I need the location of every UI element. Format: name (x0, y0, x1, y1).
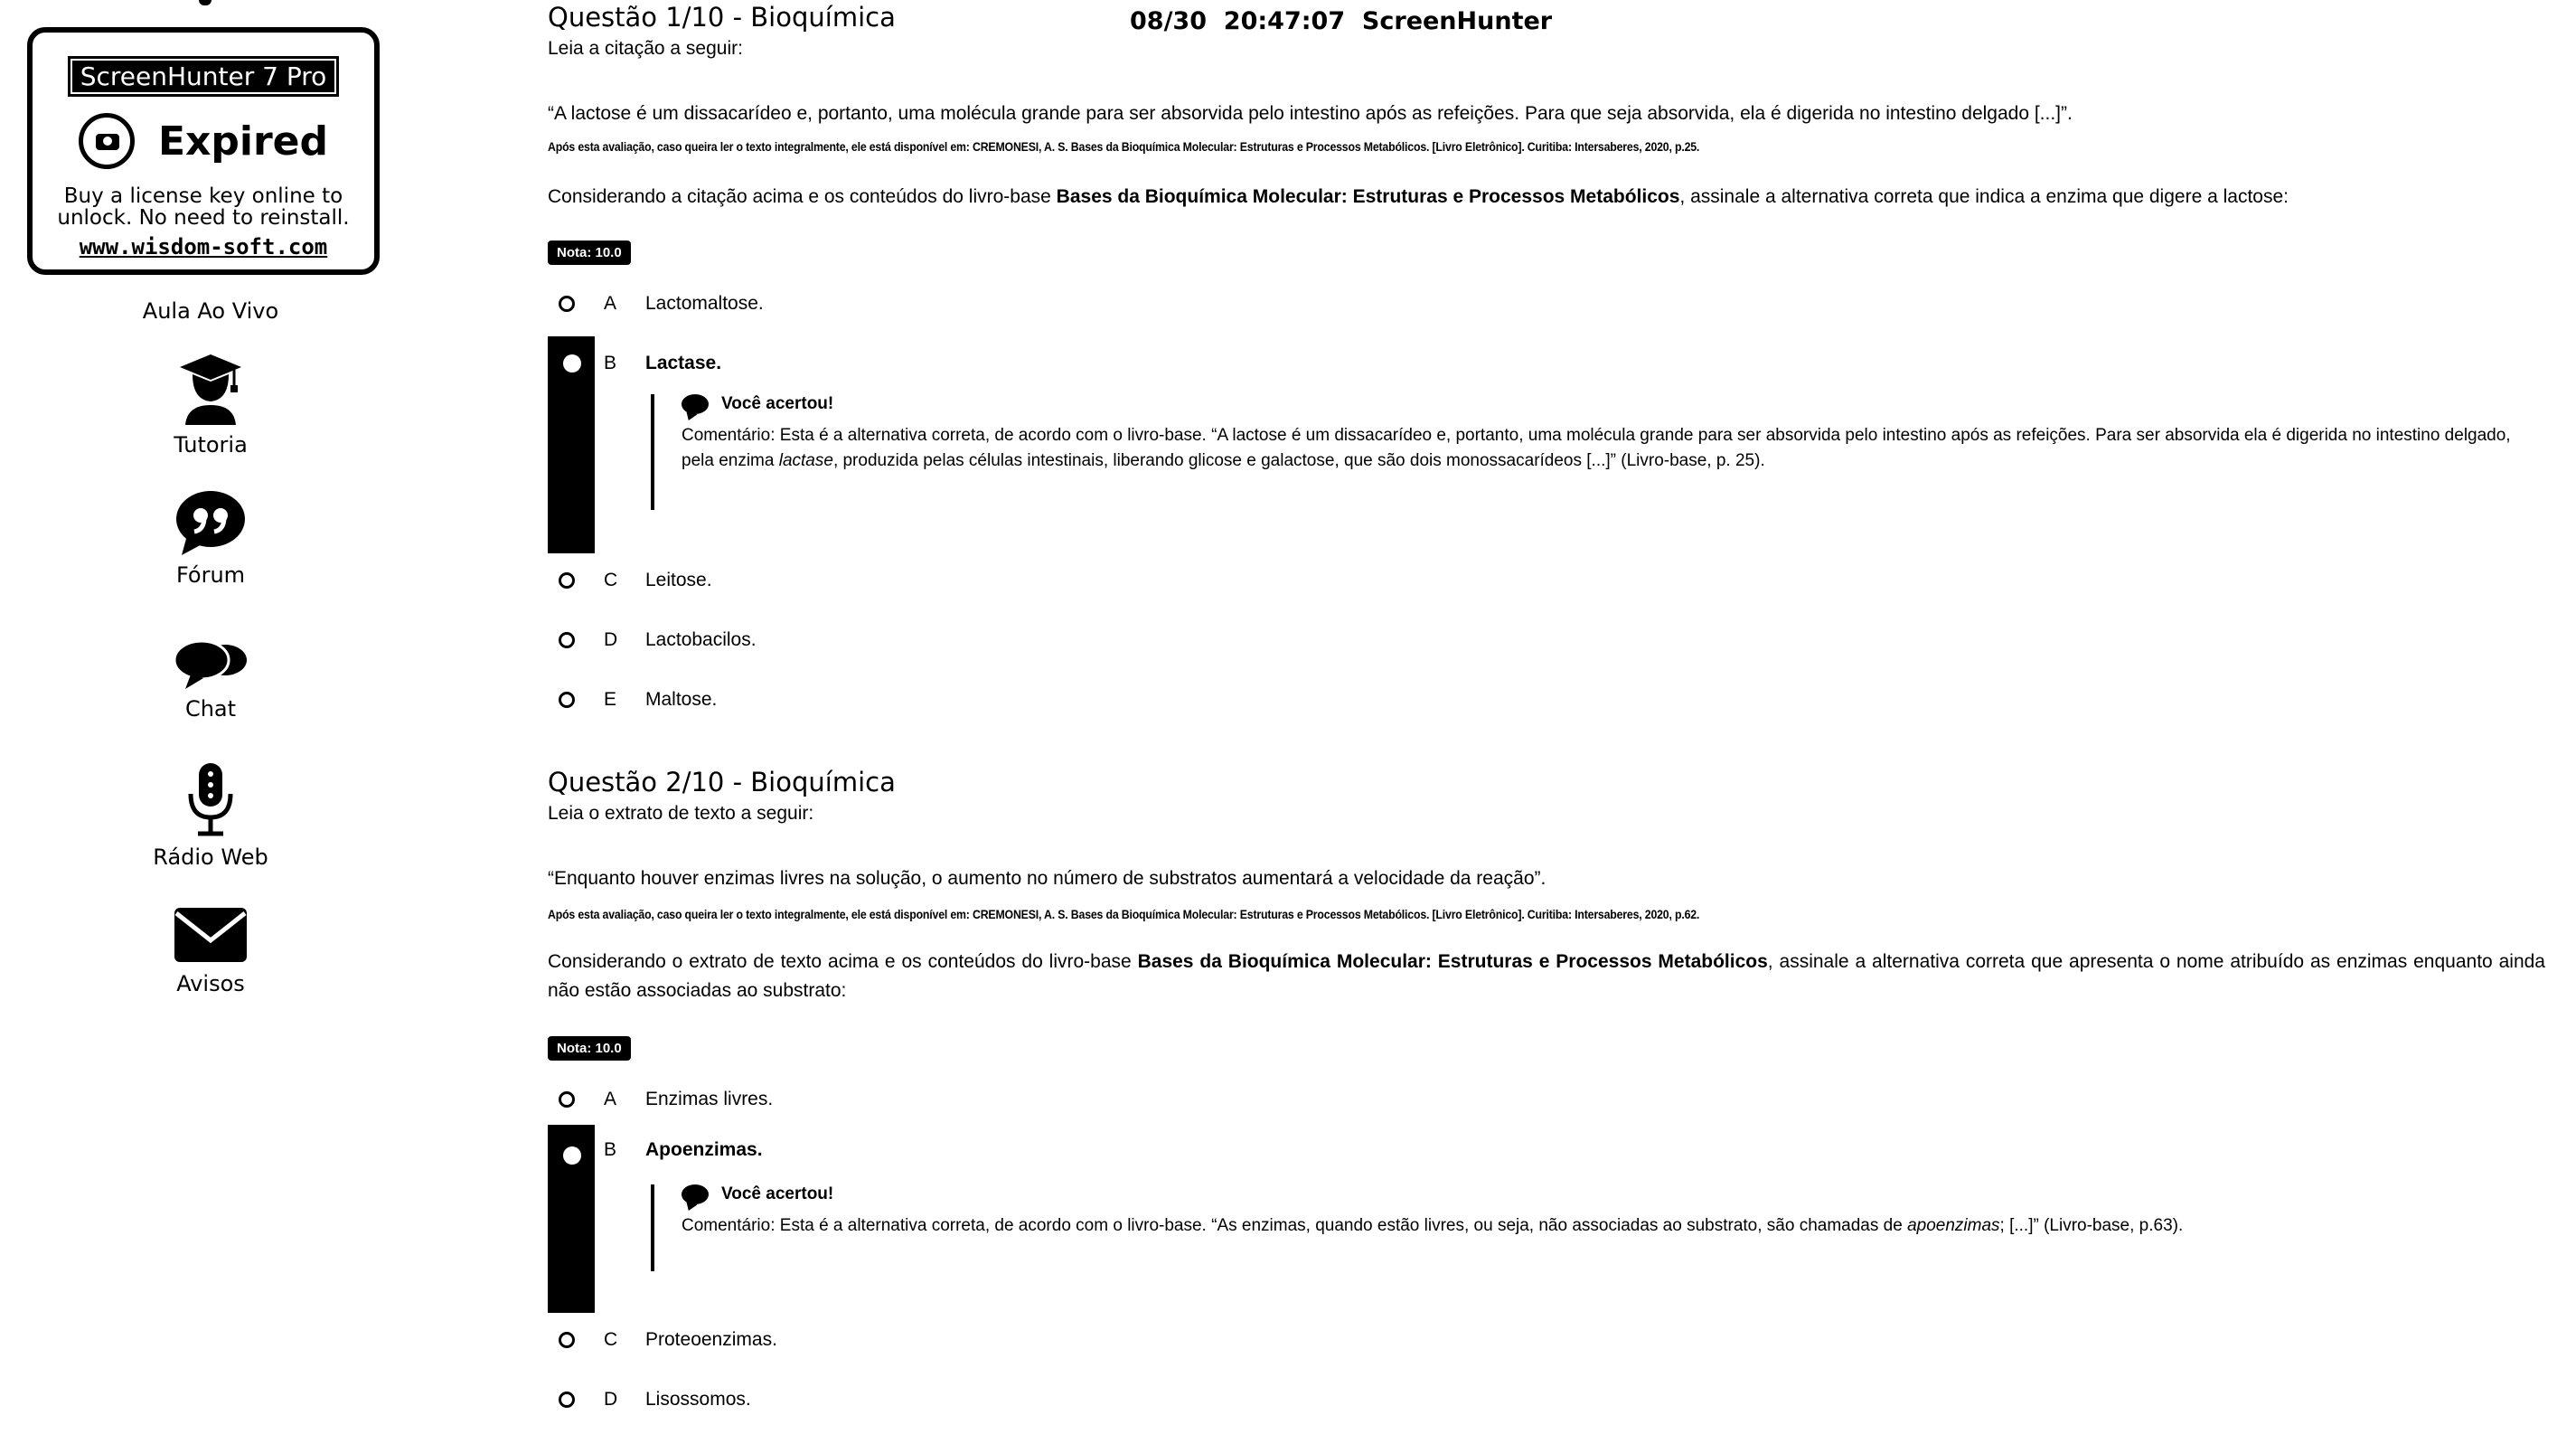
quote-bubble-icon (174, 490, 247, 555)
sidebar-item-label: Tutoria (174, 432, 248, 458)
question-1-option-e[interactable]: E Maltose. (548, 682, 717, 718)
microphone-icon (183, 761, 238, 837)
radio-button[interactable] (559, 1392, 575, 1408)
screenhunter-watermark (27, 27, 380, 275)
radio-button[interactable] (559, 692, 575, 708)
sidebar-item-label: Chat (184, 696, 237, 722)
question-1-feedback: Você acertou! Comentário: Esta é a alternativa correta, de acordo com o livro-base. “A lactose é um dissacarídeo e, portanto, uma molécula grande para ser absorvida pelo intestino após as refeições. Para ser absorvida ela é digerida no intestino delgado, pela enzima lactase, produzida pelas células intestinais, liberando glicose e galactose, que são dois monossacarídeos [...]” (Livro-base, p. 25). (651, 394, 2516, 510)
question-2-option-c[interactable]: C Proteoenzimas. (548, 1322, 777, 1358)
sidebar-item-radio-web[interactable] (75, 761, 346, 870)
chat-bubbles-icon (173, 638, 249, 689)
watermark-brand: ScreenHunter 7 Pro (68, 56, 340, 97)
question-2-option-d[interactable]: D Lisossomos. (548, 1382, 751, 1418)
radio-button[interactable] (559, 1332, 575, 1348)
question-2-title: Questão 2/10 - Bioquímica (548, 767, 896, 797)
question-2-comment: Comentário: Esta é a alternativa correta, de acordo com o livro-base. “As enzimas, quando estão livres, ou seja, não associadas ao substrato, são chamadas de apoenzimas; [...]” (Livro-base, p.63). (682, 1216, 2184, 1235)
question-2-option-a[interactable]: A Enzimas livres. (548, 1081, 773, 1118)
watermark-line1: Buy a license key online to (63, 184, 343, 208)
watermark-line2: unlock. No need to reinstall. (57, 206, 350, 230)
radio-button[interactable] (559, 296, 575, 312)
question-1-source: Após esta avaliação, caso queira ler o texto integralmente, ele está disponível em: CREMONESI, A. S. Bases da Bioquímica Molecular: Estruturas e Processos Metabólicos. [Livro Eletrônico]. Curitiba: Intersaberes, 2020, p.25. (548, 139, 1700, 154)
question-2-option-b[interactable]: B Apoenzimas. (604, 1139, 763, 1160)
sidebar-item-aula-ao-vivo[interactable]: Aula Ao Vivo (142, 298, 279, 324)
screenhunter-timestamp: 08/30 20:47:07 ScreenHunter (1130, 7, 1553, 35)
watermark-status: Expired (157, 118, 329, 165)
sidebar-item-avisos[interactable] (75, 906, 346, 996)
question-2-grade-badge: Nota: 10.0 (548, 1036, 631, 1061)
camera-icon (79, 113, 135, 169)
graduate-icon (178, 353, 243, 425)
question-2-feedback: Você acertou! Comentário: Esta é a alternativa correta, de acordo com o livro-base. “As enzimas, quando estão livres, ou seja, não associadas ao substrato, são chamadas de apoenzimas; [...]” (Livro-base, p.63). (651, 1184, 2516, 1271)
envelope-icon (173, 906, 249, 964)
question-2-quote: “Enquanto houver enzimas livres na solução, o aumento no número de substratos aumentará a velocidade da reação”. (548, 868, 1547, 889)
question-1-stem: Considerando a citação acima e os conteúdos do livro-base Bases da Bioquímica Molecular: Estruturas e Processos Metabólicos, assinale a alternativa correta que indica a enzima que digere a lactose: (548, 186, 2289, 207)
question-1-option-b[interactable]: B Lactase. (604, 353, 722, 373)
sidebar-item-forum[interactable] (75, 490, 346, 588)
sidebar-item-tutoria[interactable] (75, 353, 346, 458)
question-1-option-c[interactable]: C Leitose. (548, 562, 712, 599)
radio-button[interactable] (559, 1091, 575, 1108)
sidebar-item-label: Avisos (176, 971, 245, 996)
question-2-intro: Leia o extrato de texto a seguir: (548, 803, 814, 824)
question-1-option-a[interactable]: A Lactomaltose. (548, 286, 764, 322)
question-1-title: Questão 1/10 - Bioquímica (548, 2, 896, 33)
question-1-option-d[interactable]: D Lactobacilos. (548, 622, 757, 658)
question-1-grade-badge: Nota: 10.0 (548, 241, 631, 265)
question-2-source: Após esta avaliação, caso queira ler o texto integralmente, ele está disponível em: CREMONESI, A. S. Bases da Bioquímica Molecular: Estruturas e Processos Metabólicos. [Livro Eletrônico]. Curitiba: Intersaberes, 2020, p.62. (548, 907, 1700, 921)
watermark-url: www.wisdom-soft.com (79, 234, 328, 259)
sidebar-item-label: Rádio Web (153, 844, 268, 870)
sidebar-item-chat[interactable] (75, 638, 346, 722)
sidebar-item-label: Fórum (175, 562, 246, 588)
cropped-icon (199, 0, 212, 5)
question-1-intro: Leia a citação a seguir: (548, 38, 743, 59)
question-2-stem: Considerando o extrato de texto acima e os conteúdos do livro-base Bases da Bioquímica Molecular: Estruturas e Processos Metabólicos, assinale a alternativa correta que apresenta o nome atribuído as enzimas enquanto ainda não estão associadas ao substrato: (548, 951, 2545, 1001)
question-1-comment: Comentário: Esta é a alternativa correta, de acordo com o livro-base. “A lactose é um dissacarídeo e, portanto, uma molécula grande para ser absorvida pelo intestino após as refeições. Para ser absorvida ela é digerida no intestino delgado, pela enzima lactase, produzida pelas células intestinais, liberando glicose e galactose, que são dois monossacarídeos [...]” (Livro-base, p. 25). (682, 426, 2511, 470)
radio-button[interactable] (559, 632, 575, 648)
radio-button[interactable] (559, 572, 575, 589)
question-1-quote: “A lactose é um dissacarídeo e, portanto, uma molécula grande para ser absorvida pelo intestino após as refeições. Para que seja absorvida, ela é digerida no intestino delgado [...]”. (548, 103, 2073, 124)
comment-icon (682, 394, 709, 414)
comment-icon (682, 1184, 709, 1204)
